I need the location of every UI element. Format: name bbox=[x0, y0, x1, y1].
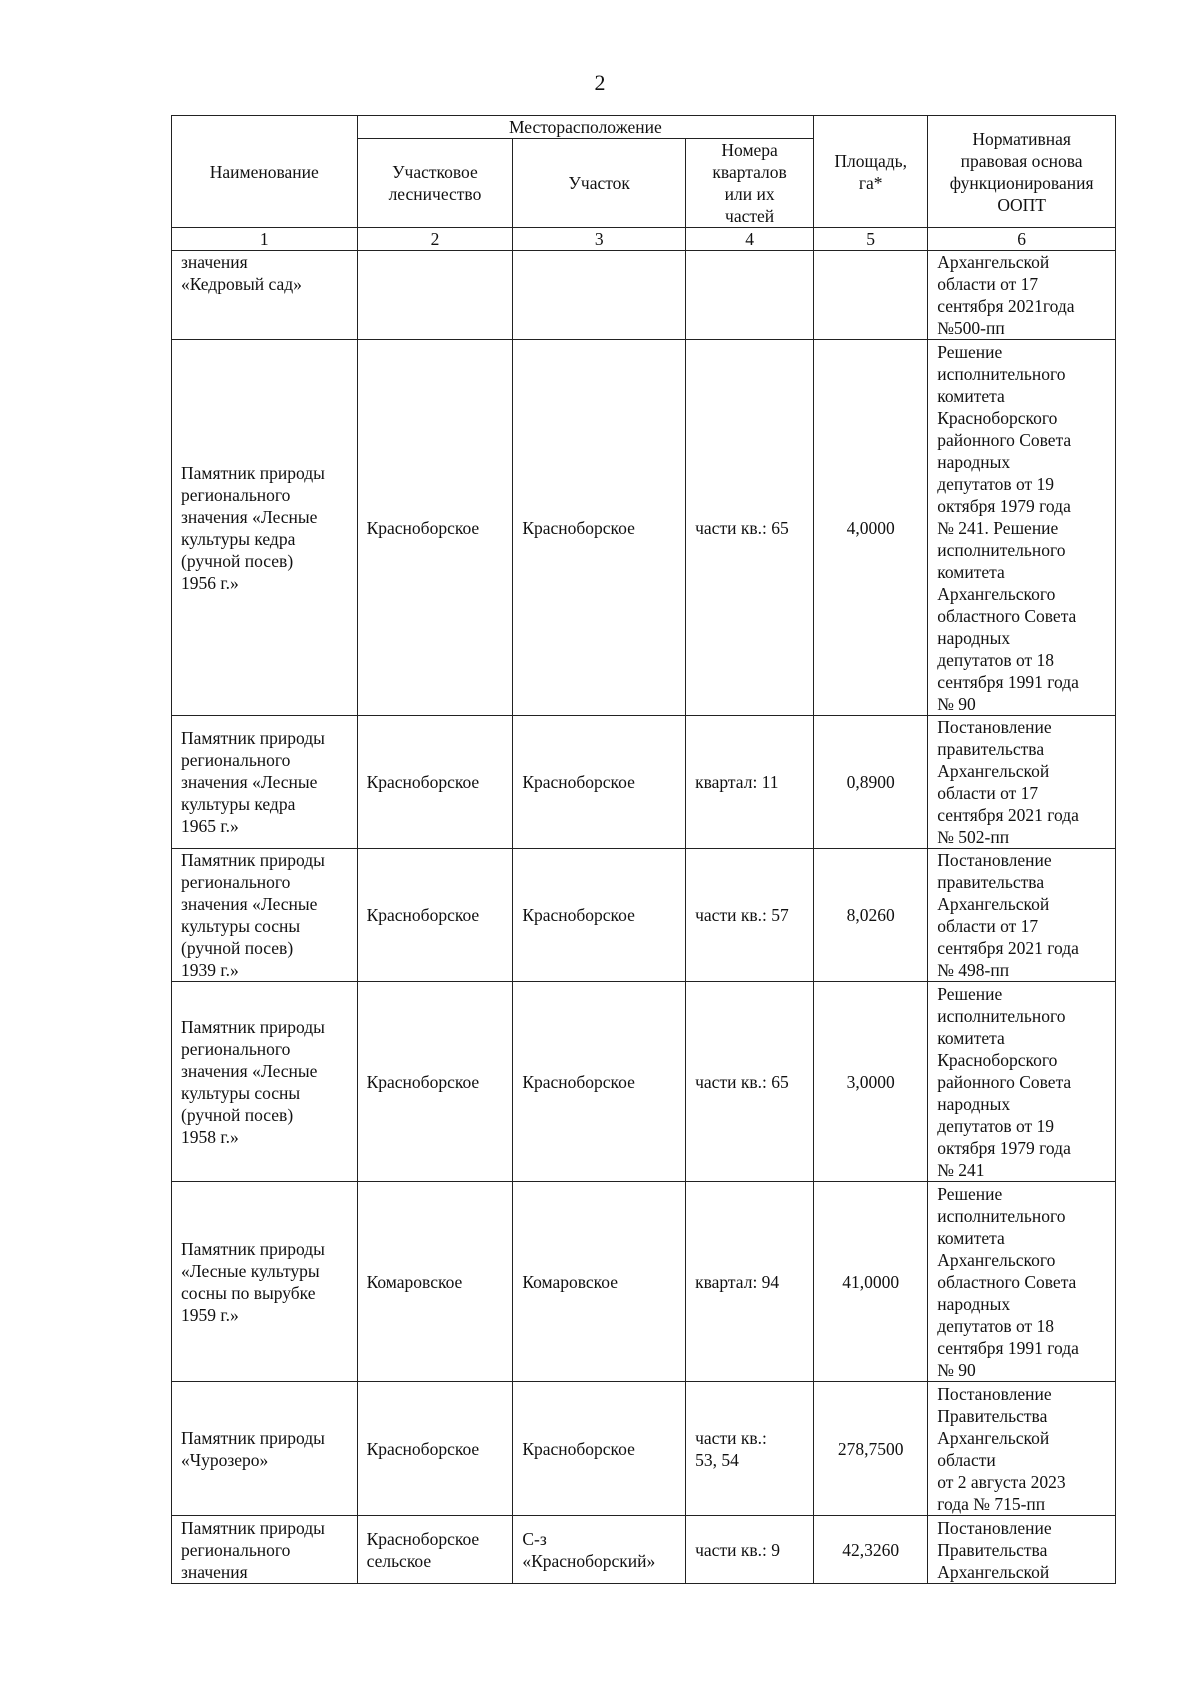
cell-quarters: части кв.: 57 bbox=[686, 849, 814, 982]
cell-legal-basis: Решение исполнительного комитета Красноборского районного Совета народных депутатов от 19 октября 1979 года № 241 bbox=[928, 982, 1116, 1182]
header-area: Площадь, га* bbox=[814, 116, 928, 228]
cell-plot: Красноборское bbox=[513, 982, 686, 1182]
cell-plot: Красноборское bbox=[513, 849, 686, 982]
cell-name: Памятник природы регионального значения «Лесные культуры кедра (ручной посев) 1956 г.» bbox=[172, 340, 358, 716]
table-row bbox=[172, 716, 1116, 849]
cell-quarters: квартал: 11 bbox=[686, 716, 814, 849]
cell-forestry bbox=[357, 251, 513, 340]
column-number: 2 bbox=[357, 228, 513, 251]
cell-quarters: части кв.: 53, 54 bbox=[686, 1382, 814, 1516]
cell-forestry: Красноборское bbox=[357, 340, 513, 716]
cell-plot: Красноборское bbox=[513, 1382, 686, 1516]
header-location: Месторасположение bbox=[357, 116, 814, 139]
cell-area: 41,0000 bbox=[814, 1182, 928, 1382]
cell-forestry: Красноборское bbox=[357, 716, 513, 849]
cell-forestry: Красноборское сельское bbox=[357, 1516, 513, 1584]
table-row bbox=[172, 1382, 1116, 1516]
table-row bbox=[172, 849, 1116, 982]
column-number: 6 bbox=[928, 228, 1116, 251]
cell-area: 3,0000 bbox=[814, 982, 928, 1182]
cell-name: Памятник природы регионального значения «Лесные культуры сосны (ручной посев) 1939 г.» bbox=[172, 849, 358, 982]
cell-plot: С-з «Красноборский» bbox=[513, 1516, 686, 1584]
cell-area: 42,3260 bbox=[814, 1516, 928, 1584]
cell-area: 8,0260 bbox=[814, 849, 928, 982]
table-row bbox=[172, 251, 1116, 340]
cell-forestry: Комаровское bbox=[357, 1182, 513, 1382]
column-numbers-row bbox=[172, 228, 1116, 251]
cell-name: Памятник природы «Лесные культуры сосны по вырубке 1959 г.» bbox=[172, 1182, 358, 1382]
cell-legal-basis: Архангельской области от 17 сентября 2021года №500-пп bbox=[928, 251, 1116, 340]
cell-quarters: части кв.: 65 bbox=[686, 982, 814, 1182]
cell-area: 4,0000 bbox=[814, 340, 928, 716]
protected-areas-table bbox=[171, 115, 1116, 1584]
cell-legal-basis: Постановление правительства Архангельской области от 17 сентября 2021 года № 498-пп bbox=[928, 849, 1116, 982]
cell-plot: Красноборское bbox=[513, 340, 686, 716]
cell-quarters bbox=[686, 251, 814, 340]
cell-plot bbox=[513, 251, 686, 340]
cell-forestry: Красноборское bbox=[357, 982, 513, 1182]
column-number: 3 bbox=[513, 228, 686, 251]
cell-legal-basis: Постановление правительства Архангельской области от 17 сентября 2021 года № 502-пп bbox=[928, 716, 1116, 849]
cell-legal-basis: Решение исполнительного комитета Красноборского районного Совета народных депутатов от 19 октября 1979 года № 241. Решение исполнительного комитета Архангельского областного Совета народных депутатов от 18 сентября 1991 года № 90 bbox=[928, 340, 1116, 716]
cell-forestry: Красноборское bbox=[357, 1382, 513, 1516]
cell-area bbox=[814, 251, 928, 340]
cell-quarters: части кв.: 9 bbox=[686, 1516, 814, 1584]
cell-legal-basis: Решение исполнительного комитета Архангельского областного Совета народных депутатов от 18 сентября 1991 года № 90 bbox=[928, 1182, 1116, 1382]
table-row bbox=[172, 982, 1116, 1182]
column-number: 5 bbox=[814, 228, 928, 251]
cell-name: Памятник природы «Чурозеро» bbox=[172, 1382, 358, 1516]
cell-area: 0,8900 bbox=[814, 716, 928, 849]
cell-name: Памятник природы регионального значения bbox=[172, 1516, 358, 1584]
cell-plot: Комаровское bbox=[513, 1182, 686, 1382]
cell-quarters: части кв.: 65 bbox=[686, 340, 814, 716]
column-number: 4 bbox=[686, 228, 814, 251]
cell-quarters: квартал: 94 bbox=[686, 1182, 814, 1382]
column-number: 1 bbox=[172, 228, 358, 251]
header-forestry: Участковое лесничество bbox=[357, 139, 513, 228]
header-name: Наименование bbox=[172, 116, 358, 228]
page-number: 2 bbox=[594, 70, 606, 95]
header-legal-basis: Нормативная правовая основа функционирования ООПТ bbox=[928, 116, 1116, 228]
cell-name: Памятник природы регионального значения «Лесные культуры сосны (ручной посев) 1958 г.» bbox=[172, 982, 358, 1182]
header-quarters: Номера кварталов или их частей bbox=[686, 139, 814, 228]
header-plot: Участок bbox=[513, 139, 686, 228]
cell-forestry: Красноборское bbox=[357, 849, 513, 982]
cell-legal-basis: Постановление Правительства Архангельской bbox=[928, 1516, 1116, 1584]
cell-name: Памятник природы регионального значения «Лесные культуры кедра 1965 г.» bbox=[172, 716, 358, 849]
table-row bbox=[172, 340, 1116, 716]
cell-plot: Красноборское bbox=[513, 716, 686, 849]
cell-legal-basis: Постановление Правительства Архангельской области от 2 августа 2023 года № 715-пп bbox=[928, 1382, 1116, 1516]
table-row bbox=[172, 1516, 1116, 1584]
cell-area: 278,7500 bbox=[814, 1382, 928, 1516]
cell-name: значения «Кедровый сад» bbox=[172, 251, 358, 340]
table-row bbox=[172, 1182, 1116, 1382]
